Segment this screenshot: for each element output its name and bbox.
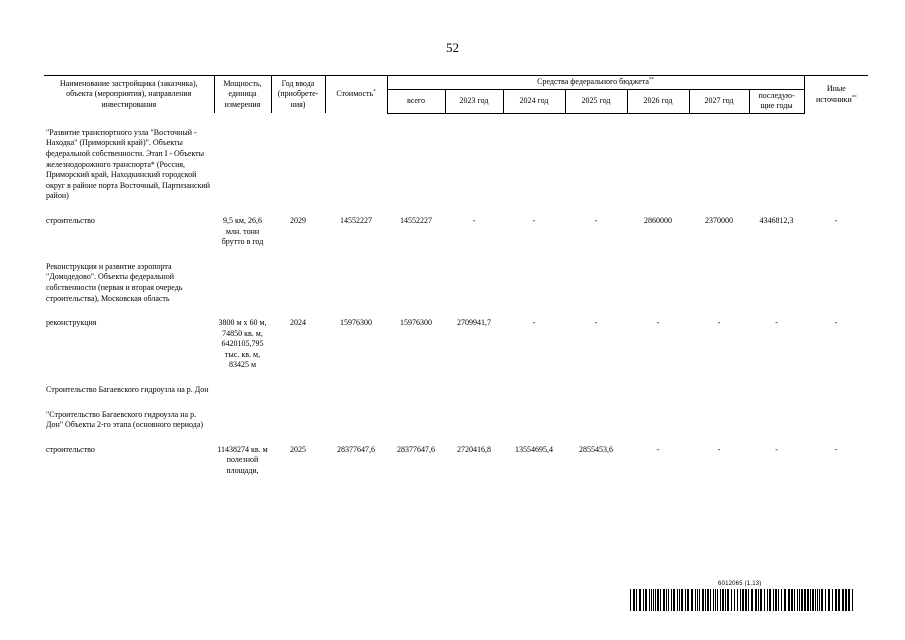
y2027-cell: - <box>717 318 721 328</box>
year-cell: 2024 <box>290 318 306 328</box>
y2025-cell: - <box>594 318 598 328</box>
object-title: Реконструкция и развитие аэропорта "Домодедово". Объекты федеральной собственности (первая и вторая очередь строительства), Московская область <box>46 261 183 303</box>
header-other <box>804 76 868 114</box>
total-cell: 15976300 <box>400 318 432 328</box>
total-cell: 28377647,6 <box>397 444 435 454</box>
investment-table <box>44 75 868 477</box>
y2025-cell: - <box>594 215 598 225</box>
table-row <box>44 128 868 202</box>
table-row <box>44 410 868 431</box>
y2026-cell: - <box>656 318 660 328</box>
header-cost <box>325 76 387 114</box>
header-total: всего <box>387 89 445 113</box>
later-cell: 4346812,3 <box>759 215 794 225</box>
later-cell: - <box>775 444 778 454</box>
table-row <box>44 318 868 371</box>
barcode-image <box>630 589 856 611</box>
header-cost-label: Стоимость <box>336 89 374 99</box>
investment-direction: строительство <box>46 444 95 454</box>
header-federal-label: Средства федерального бюджета <box>537 77 649 86</box>
barcode-number: 6012065 (1.13) <box>718 581 762 587</box>
other-cell: - <box>834 215 838 225</box>
table-row <box>44 216 868 248</box>
header-2027: 2027 год <box>689 89 749 113</box>
year-cell: 2029 <box>290 215 306 225</box>
header-other-mark: ** <box>851 94 857 100</box>
other-cell: - <box>834 318 838 328</box>
year-cell: 2025 <box>290 444 306 454</box>
header-2024: 2024 год <box>503 89 565 113</box>
y2025-cell: 2855453,6 <box>579 444 613 454</box>
y2026-cell: - <box>656 444 660 454</box>
y2026-cell: 2860000 <box>644 215 672 225</box>
y2024-cell: - <box>532 318 536 328</box>
header-cost-mark: * <box>373 89 376 95</box>
capacity-cell: 11438274 кв. м полезной площади, <box>217 444 268 476</box>
header-capacity: Мощность, единица измерения <box>214 76 271 114</box>
object-title: Строительство Багаевского гидроузла на р. Дон <box>46 385 209 395</box>
object-title: "Строительство Багаевского гидроузла на р. Дон" Объекты 2-го этапа (основного периода) <box>46 409 204 430</box>
header-2025: 2025 год <box>565 89 627 113</box>
y2024-cell: - <box>532 215 536 225</box>
investment-direction: строительство <box>46 215 95 225</box>
cost-cell: 28377647,6 <box>337 444 375 454</box>
header-other-label: Иные источники <box>815 84 852 104</box>
table-row <box>44 445 868 477</box>
cost-cell: 15976300 <box>340 318 372 328</box>
header-2023: 2023 год <box>445 89 503 113</box>
header-federal <box>387 76 804 90</box>
capacity-cell: 3800 м х 60 м, 74850 кв. м, 6420105,795 тыс. кв. м, 83425 м <box>218 318 267 370</box>
header-federal-mark: ** <box>648 77 654 83</box>
table-row <box>44 385 868 396</box>
object-title: "Развитие транспортного узла "Восточный - Находка" (Приморский край)". Объекты федеральной собственности. Этап I - Объекты железнодорожного транспорта* (Россия, Приморский край, Находкинский городской округ в районе порта Восточный, Партизанский район) <box>46 127 211 201</box>
y2027-cell: 2370000 <box>705 215 733 225</box>
y2027-cell: - <box>717 444 721 454</box>
table-row <box>44 262 868 304</box>
page-number: 52 <box>446 40 459 55</box>
other-cell: - <box>834 444 838 454</box>
y2023-cell: - <box>472 215 476 225</box>
capacity-cell: 9,5 км, 26,6 млн. тонн брутто в год <box>221 215 264 247</box>
y2023-cell: 2709941,7 <box>457 318 491 328</box>
header-name: Наименование застройщика (заказчика), объекта (мероприятия), направления инвестирования <box>44 76 214 114</box>
header-later: последую-щие годы <box>749 89 804 113</box>
header-year: Год ввода (приобрете-ния) <box>271 76 325 114</box>
y2024-cell: 13554695,4 <box>515 444 553 454</box>
later-cell: - <box>775 318 778 328</box>
cost-cell: 14552227 <box>340 215 372 225</box>
total-cell: 14552227 <box>400 215 432 225</box>
y2023-cell: 2720416,8 <box>457 444 491 454</box>
investment-direction: реконструкция <box>46 318 97 328</box>
header-2026: 2026 год <box>627 89 689 113</box>
